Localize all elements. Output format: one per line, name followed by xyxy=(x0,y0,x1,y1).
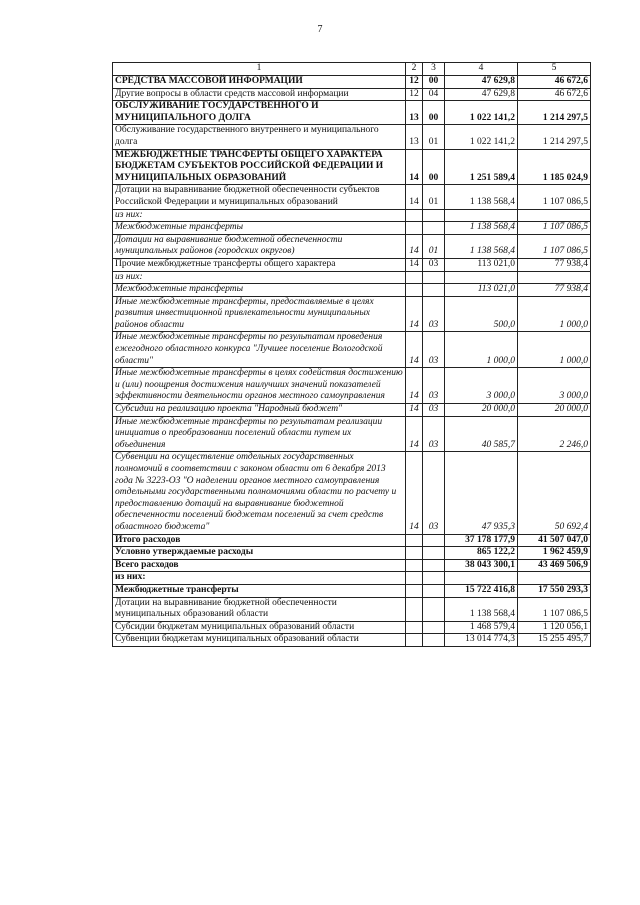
table-row xyxy=(113,547,591,560)
table-row xyxy=(113,572,591,585)
row-name-cell: Обслуживание государственного внутреннего и муниципального долга xyxy=(113,125,406,149)
row-value-year2-cell xyxy=(518,572,591,585)
row-section-cell: 13 xyxy=(406,125,423,149)
row-value-year2-cell xyxy=(518,271,591,284)
row-name-cell: Прочие межбюджетные трансферты общего характера xyxy=(113,258,406,271)
row-subsection-cell: 03 xyxy=(423,368,445,404)
header-col-4: 4 xyxy=(445,63,518,76)
header-col-5: 5 xyxy=(518,63,591,76)
row-section-cell xyxy=(406,534,423,547)
table-row xyxy=(113,284,591,297)
row-name-cell: из них: xyxy=(113,572,406,585)
row-section-cell xyxy=(406,271,423,284)
page-number: 7 xyxy=(317,24,323,35)
table-row xyxy=(113,149,591,185)
row-value-year1-cell: 47 629,8 xyxy=(445,76,518,89)
row-value-year2-cell: 20 000,0 xyxy=(518,404,591,417)
row-name-cell: Субвенции бюджетам муниципальных образований области xyxy=(113,634,406,647)
row-value-year2-cell: 1 107 086,5 xyxy=(518,597,591,621)
row-value-year1-cell: 3 000,0 xyxy=(445,368,518,404)
row-subsection-cell xyxy=(423,634,445,647)
row-value-year1-cell: 40 585,7 xyxy=(445,416,518,452)
row-value-year1-cell: 865 122,2 xyxy=(445,547,518,560)
header-col-2: 2 xyxy=(406,63,423,76)
row-value-year1-cell: 1 251 589,4 xyxy=(445,149,518,185)
row-name-cell: Субвенции на осуществление отдельных государственных полномочий в соответствии с законом области от 6 декабря 2013 года № 3223-ОЗ "О наделении органов местного самоуправления отдельными государственными полномочиями области по расчету и предоставлению дотаций на выравнивание бюджетной обеспеченности поселений бюджетам поселений за счет средств областного бюджета" xyxy=(113,452,406,534)
row-value-year1-cell: 1 022 141,2 xyxy=(445,101,518,125)
table-header-row xyxy=(113,63,591,76)
row-subsection-cell: 01 xyxy=(423,125,445,149)
row-section-cell: 14 xyxy=(406,452,423,534)
row-subsection-cell: 00 xyxy=(423,149,445,185)
row-section-cell xyxy=(406,621,423,634)
row-value-year2-cell: 1 120 056,1 xyxy=(518,621,591,634)
row-subsection-cell xyxy=(423,222,445,235)
row-section-cell xyxy=(406,209,423,222)
table-row xyxy=(113,534,591,547)
row-name-cell: Иные межбюджетные трансферты в целях содействия достижению и (или) поощрения достижения наилучших значений показателей эффективности деятельности органов местного самоуправления xyxy=(113,368,406,404)
row-value-year2-cell: 43 469 506,9 xyxy=(518,559,591,572)
row-name-cell: Субсидии бюджетам муниципальных образований области xyxy=(113,621,406,634)
table-body xyxy=(113,76,591,647)
row-name-cell: Иные межбюджетные трансферты по результатам проведения ежегодного областного конкурса "Лучшее поселение Вологодской области" xyxy=(113,332,406,368)
row-name-cell: МЕЖБЮДЖЕТНЫЕ ТРАНСФЕРТЫ ОБЩЕГО ХАРАКТЕРА БЮДЖЕТАМ СУБЪЕКТОВ РОССИЙСКОЙ ФЕДЕРАЦИИ И МУНИЦИПАЛЬНЫХ ОБРАЗОВАНИЙ xyxy=(113,149,406,185)
row-value-year1-cell xyxy=(445,209,518,222)
row-value-year2-cell: 77 938,4 xyxy=(518,258,591,271)
row-value-year2-cell: 1 214 297,5 xyxy=(518,125,591,149)
table-row xyxy=(113,416,591,452)
row-section-cell: 14 xyxy=(406,185,423,209)
row-section-cell xyxy=(406,572,423,585)
row-section-cell xyxy=(406,222,423,235)
table-row xyxy=(113,209,591,222)
row-name-cell: Межбюджетные трансферты xyxy=(113,284,406,297)
row-value-year2-cell xyxy=(518,209,591,222)
table-row xyxy=(113,101,591,125)
row-subsection-cell: 04 xyxy=(423,88,445,101)
table-row xyxy=(113,584,591,597)
row-value-year1-cell: 1 138 568,4 xyxy=(445,222,518,235)
row-subsection-cell: 03 xyxy=(423,332,445,368)
row-name-cell: Итого расходов xyxy=(113,534,406,547)
row-subsection-cell xyxy=(423,284,445,297)
row-value-year1-cell xyxy=(445,572,518,585)
row-section-cell xyxy=(406,559,423,572)
row-value-year2-cell: 1 107 086,5 xyxy=(518,222,591,235)
row-value-year2-cell: 46 672,6 xyxy=(518,76,591,89)
row-name-cell: Иные межбюджетные трансферты, предоставляемые в целях развития инвестиционной привлекательности муниципальных районов области xyxy=(113,296,406,332)
table-row xyxy=(113,76,591,89)
row-name-cell: из них: xyxy=(113,209,406,222)
row-value-year2-cell: 3 000,0 xyxy=(518,368,591,404)
row-value-year1-cell xyxy=(445,271,518,284)
row-section-cell xyxy=(406,634,423,647)
row-subsection-cell xyxy=(423,572,445,585)
row-value-year2-cell: 1 214 297,5 xyxy=(518,101,591,125)
row-value-year2-cell: 46 672,6 xyxy=(518,88,591,101)
row-section-cell xyxy=(406,547,423,560)
table-row xyxy=(113,559,591,572)
row-value-year1-cell: 1 138 568,4 xyxy=(445,597,518,621)
row-value-year1-cell: 47 935,3 xyxy=(445,452,518,534)
row-value-year1-cell: 15 722 416,8 xyxy=(445,584,518,597)
row-subsection-cell: 00 xyxy=(423,101,445,125)
row-value-year1-cell: 1 468 579,4 xyxy=(445,621,518,634)
table-row xyxy=(113,597,591,621)
budget-table xyxy=(112,62,591,647)
row-value-year2-cell: 41 507 047,0 xyxy=(518,534,591,547)
row-value-year2-cell: 1 185 024,9 xyxy=(518,149,591,185)
row-value-year1-cell: 47 629,8 xyxy=(445,88,518,101)
row-name-cell: Условно утверждаемые расходы xyxy=(113,547,406,560)
row-section-cell: 14 xyxy=(406,234,423,258)
table-row xyxy=(113,185,591,209)
row-value-year1-cell: 1 138 568,4 xyxy=(445,185,518,209)
row-name-cell: Иные межбюджетные трансферты по результатам реализации инициатив о преобразовании поселений области путем их объединения xyxy=(113,416,406,452)
table-row xyxy=(113,88,591,101)
row-subsection-cell: 03 xyxy=(423,452,445,534)
row-value-year1-cell: 20 000,0 xyxy=(445,404,518,417)
row-subsection-cell xyxy=(423,271,445,284)
row-value-year2-cell: 1 000,0 xyxy=(518,296,591,332)
row-value-year2-cell: 17 550 293,3 xyxy=(518,584,591,597)
row-subsection-cell xyxy=(423,597,445,621)
table-row xyxy=(113,368,591,404)
row-value-year2-cell: 2 246,0 xyxy=(518,416,591,452)
row-subsection-cell xyxy=(423,534,445,547)
table-row xyxy=(113,271,591,284)
row-subsection-cell: 00 xyxy=(423,76,445,89)
row-value-year2-cell: 15 255 495,7 xyxy=(518,634,591,647)
row-subsection-cell: 03 xyxy=(423,404,445,417)
row-value-year2-cell: 1 962 459,9 xyxy=(518,547,591,560)
row-subsection-cell: 01 xyxy=(423,234,445,258)
row-section-cell: 14 xyxy=(406,368,423,404)
row-subsection-cell xyxy=(423,547,445,560)
row-value-year1-cell: 1 138 568,4 xyxy=(445,234,518,258)
table-row xyxy=(113,222,591,235)
row-name-cell: Субсидии на реализацию проекта "Народный бюджет" xyxy=(113,404,406,417)
row-section-cell: 14 xyxy=(406,404,423,417)
row-section-cell xyxy=(406,584,423,597)
row-section-cell: 14 xyxy=(406,332,423,368)
row-name-cell: Дотации на выравнивание бюджетной обеспеченности муниципальных районов (городских округов) xyxy=(113,234,406,258)
row-subsection-cell xyxy=(423,621,445,634)
row-value-year2-cell: 1 107 086,5 xyxy=(518,234,591,258)
row-subsection-cell: 01 xyxy=(423,185,445,209)
row-name-cell: из них: xyxy=(113,271,406,284)
row-name-cell: Всего расходов xyxy=(113,559,406,572)
row-name-cell: Дотации на выравнивание бюджетной обеспеченности субъектов Российской Федерации и муниципальных образований xyxy=(113,185,406,209)
table-row xyxy=(113,404,591,417)
row-section-cell: 14 xyxy=(406,296,423,332)
row-value-year1-cell: 500,0 xyxy=(445,296,518,332)
row-subsection-cell: 03 xyxy=(423,416,445,452)
row-subsection-cell xyxy=(423,209,445,222)
row-subsection-cell: 03 xyxy=(423,258,445,271)
row-name-cell: Дотации на выравнивание бюджетной обеспеченности муниципальных образований области xyxy=(113,597,406,621)
row-value-year1-cell: 1 000,0 xyxy=(445,332,518,368)
row-value-year2-cell: 77 938,4 xyxy=(518,284,591,297)
row-value-year1-cell: 1 022 141,2 xyxy=(445,125,518,149)
table-row xyxy=(113,234,591,258)
row-name-cell: ОБСЛУЖИВАНИЕ ГОСУДАРСТВЕННОГО И МУНИЦИПАЛЬНОГО ДОЛГА xyxy=(113,101,406,125)
row-section-cell: 13 xyxy=(406,101,423,125)
row-value-year1-cell: 37 178 177,9 xyxy=(445,534,518,547)
row-value-year1-cell: 38 043 300,1 xyxy=(445,559,518,572)
row-value-year1-cell: 113 021,0 xyxy=(445,284,518,297)
header-col-1: 1 xyxy=(113,63,406,76)
row-section-cell: 14 xyxy=(406,258,423,271)
row-value-year2-cell: 1 107 086,5 xyxy=(518,185,591,209)
row-section-cell xyxy=(406,597,423,621)
row-subsection-cell: 03 xyxy=(423,296,445,332)
row-value-year2-cell: 50 692,4 xyxy=(518,452,591,534)
row-value-year2-cell: 1 000,0 xyxy=(518,332,591,368)
row-section-cell: 14 xyxy=(406,416,423,452)
table-row xyxy=(113,258,591,271)
table-row xyxy=(113,452,591,534)
table-row xyxy=(113,332,591,368)
table-row xyxy=(113,634,591,647)
row-name-cell: Межбюджетные трансферты xyxy=(113,584,406,597)
header-col-3: 3 xyxy=(423,63,445,76)
row-name-cell: Межбюджетные трансферты xyxy=(113,222,406,235)
row-section-cell: 12 xyxy=(406,88,423,101)
table-row xyxy=(113,296,591,332)
row-value-year1-cell: 113 021,0 xyxy=(445,258,518,271)
row-name-cell: Другие вопросы в области средств массовой информации xyxy=(113,88,406,101)
row-value-year1-cell: 13 014 774,3 xyxy=(445,634,518,647)
row-subsection-cell xyxy=(423,559,445,572)
table-row xyxy=(113,621,591,634)
row-section-cell: 12 xyxy=(406,76,423,89)
row-section-cell: 14 xyxy=(406,149,423,185)
row-name-cell: СРЕДСТВА МАССОВОЙ ИНФОРМАЦИИ xyxy=(113,76,406,89)
row-section-cell xyxy=(406,284,423,297)
table-row xyxy=(113,125,591,149)
row-subsection-cell xyxy=(423,584,445,597)
